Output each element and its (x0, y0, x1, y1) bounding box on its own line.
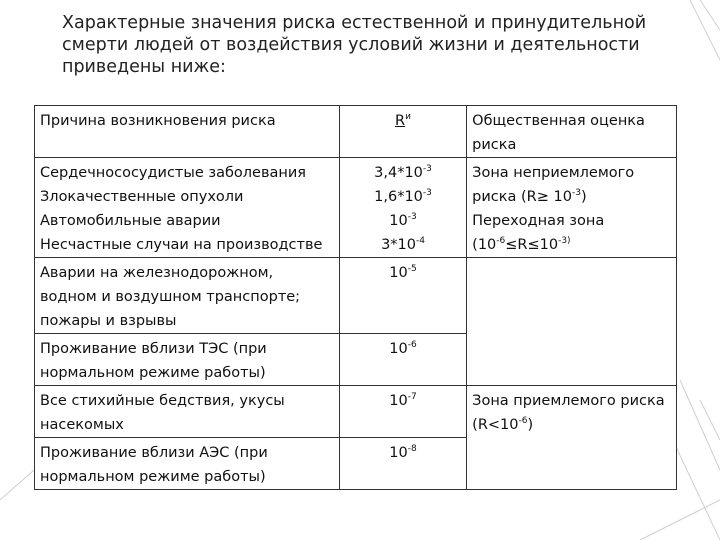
cause-cell: Все стихийные бедствия, укусы насекомых (35, 386, 340, 438)
cause-cell: Аварии на железнодорожном, водном и воздушном транспорте; пожары и взрывы (35, 258, 340, 334)
table-row (35, 158, 677, 258)
zone-transitional: Переходная зона (472, 213, 605, 229)
assessment-cell: Зона приемлемого риска $(R<10^{-6})$ (467, 386, 677, 490)
risk-value-cell: $10^{-6}$ (339, 334, 466, 386)
risk-value-cell: $10^{-7}$ (339, 386, 466, 438)
risk-table (34, 105, 677, 490)
risk-value-cell: $3,4*10^{-3}$ $1,6*10^{-3}$ $10^{-3}$ $3*10^{-4}$ (339, 158, 466, 258)
cause-cell: Проживание вблизи АЭС (при нормальном режиме работы) (35, 438, 340, 490)
page-title: Характерные значения риска естественной и принудительной смерти людей от воздействия условий жизни и деятельности приведены ниже: (62, 13, 647, 77)
zone-acceptable: Зона приемлемого риска (472, 393, 665, 409)
cause-cell: Сердечнососудистые заболевания Злокачественные опухоли Автомобильные аварии Несчастные случаи на производстве (35, 158, 340, 258)
table-header-row (35, 106, 677, 158)
table-row (35, 258, 677, 334)
header-cause: Причина возникновения риска (35, 106, 340, 158)
assessment-cell: Зона неприемлемого риска $(R\ge 10^{-3})$ Переходная зона ($10^{-6}\le R\le 10^{-3)}$ (467, 158, 677, 258)
risk-value-cell: $10^{-8}$ (339, 438, 466, 490)
header-assessment: Общественная оценка риска (467, 106, 677, 158)
table-row (35, 386, 677, 438)
assessment-cell (467, 258, 677, 386)
risk-value-cell: $10^{-5}$ (339, 258, 466, 334)
zone-unacceptable: Зона неприемлемого (472, 165, 635, 181)
cause-cell: Проживание вблизи ТЭС (при нормальном режиме работы) (35, 334, 340, 386)
header-risk-value: $R^и$ (339, 106, 466, 158)
